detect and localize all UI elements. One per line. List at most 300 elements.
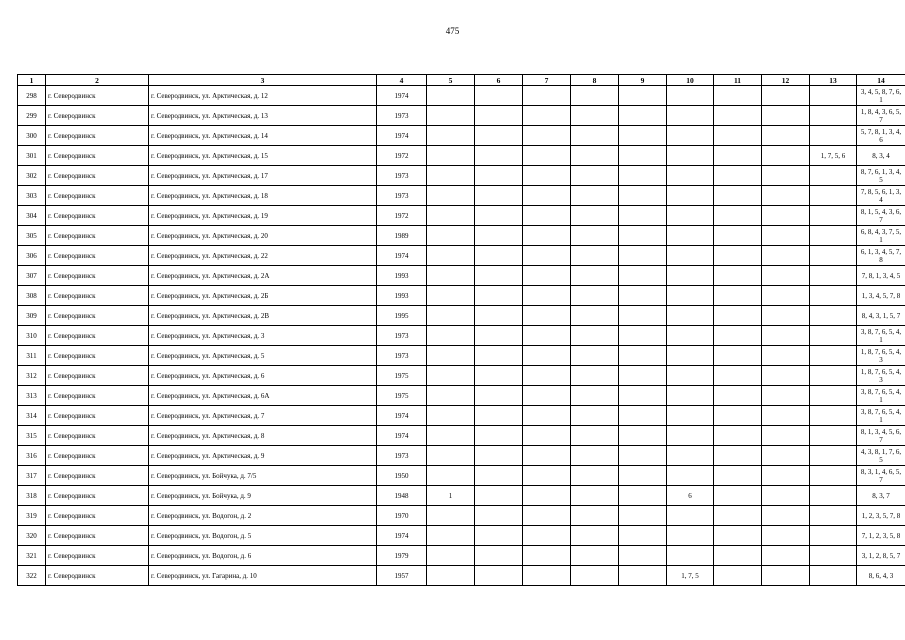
cell-col-12 <box>762 406 810 426</box>
cell-settlement: г. Северодвинск <box>46 226 149 246</box>
column-header-8: 8 <box>571 75 619 86</box>
cell-row-number: 309 <box>18 306 46 326</box>
cell-col-10 <box>667 346 714 366</box>
cell-col-10 <box>667 126 714 146</box>
cell-col-13 <box>810 286 857 306</box>
cell-settlement: г. Северодвинск <box>46 286 149 306</box>
cell-row-number: 319 <box>18 506 46 526</box>
cell-col-7 <box>523 186 571 206</box>
cell-col-9 <box>619 506 667 526</box>
cell-col-6 <box>475 106 523 126</box>
cell-col-14: 1, 8, 7, 6, 5, 4, 3 <box>857 366 905 386</box>
cell-col-6 <box>475 566 523 586</box>
cell-year-built: 1973 <box>377 326 427 346</box>
cell-col-7 <box>523 226 571 246</box>
cell-col-9 <box>619 106 667 126</box>
cell-year-built: 1973 <box>377 166 427 186</box>
cell-col-9 <box>619 546 667 566</box>
cell-col-7 <box>523 106 571 126</box>
cell-col-5 <box>427 126 475 146</box>
cell-col-13: 1, 7, 5, 6 <box>810 146 857 166</box>
cell-col-13 <box>810 126 857 146</box>
cell-col-7 <box>523 546 571 566</box>
cell-col-5 <box>427 166 475 186</box>
cell-col-14: 7, 8, 1, 3, 4, 5 <box>857 266 905 286</box>
cell-col-7 <box>523 346 571 366</box>
table-row <box>18 306 905 326</box>
cell-col-11 <box>714 326 762 346</box>
cell-col-14: 3, 4, 5, 8, 7, 6, 1 <box>857 86 905 106</box>
cell-settlement: г. Северодвинск <box>46 326 149 346</box>
cell-address: г. Северодвинск, ул. Бойчука, д. 7/5 <box>149 466 377 486</box>
cell-col-7 <box>523 466 571 486</box>
cell-col-14: 8, 7, 6, 1, 3, 4, 5 <box>857 166 905 186</box>
cell-col-14: 3, 1, 2, 8, 5, 7 <box>857 546 905 566</box>
cell-col-8 <box>571 266 619 286</box>
cell-row-number: 301 <box>18 146 46 166</box>
cell-address: г. Северодвинск, ул. Водогон, д. 6 <box>149 546 377 566</box>
cell-year-built: 1973 <box>377 346 427 366</box>
cell-col-12 <box>762 426 810 446</box>
cell-address: г. Северодвинск, ул. Арктическая, д. 14 <box>149 126 377 146</box>
cell-col-10 <box>667 86 714 106</box>
cell-col-8 <box>571 286 619 306</box>
cell-col-6 <box>475 146 523 166</box>
cell-settlement: г. Северодвинск <box>46 346 149 366</box>
cell-col-13 <box>810 466 857 486</box>
cell-col-13 <box>810 246 857 266</box>
cell-year-built: 1973 <box>377 446 427 466</box>
column-header-10: 10 <box>667 75 714 86</box>
cell-col-8 <box>571 526 619 546</box>
cell-col-13 <box>810 346 857 366</box>
cell-col-10 <box>667 426 714 446</box>
cell-year-built: 1972 <box>377 146 427 166</box>
cell-col-8 <box>571 206 619 226</box>
cell-col-11 <box>714 106 762 126</box>
cell-col-5 <box>427 266 475 286</box>
cell-col-6 <box>475 506 523 526</box>
cell-col-14: 1, 8, 4, 3, 6, 5, 7 <box>857 106 905 126</box>
cell-settlement: г. Северодвинск <box>46 426 149 446</box>
cell-col-12 <box>762 146 810 166</box>
cell-col-14: 7, 1, 2, 3, 5, 8 <box>857 526 905 546</box>
cell-row-number: 308 <box>18 286 46 306</box>
cell-col-6 <box>475 446 523 466</box>
cell-col-7 <box>523 166 571 186</box>
cell-col-11 <box>714 406 762 426</box>
cell-col-13 <box>810 206 857 226</box>
cell-settlement: г. Северодвинск <box>46 506 149 526</box>
cell-settlement: г. Северодвинск <box>46 366 149 386</box>
cell-col-12 <box>762 166 810 186</box>
cell-col-12 <box>762 566 810 586</box>
cell-col-11 <box>714 286 762 306</box>
cell-col-10 <box>667 546 714 566</box>
cell-settlement: г. Северодвинск <box>46 86 149 106</box>
cell-col-12 <box>762 226 810 246</box>
cell-col-13 <box>810 306 857 326</box>
cell-col-5 <box>427 326 475 346</box>
cell-settlement: г. Северодвинск <box>46 146 149 166</box>
cell-col-11 <box>714 446 762 466</box>
cell-col-11 <box>714 366 762 386</box>
cell-col-7 <box>523 566 571 586</box>
cell-col-8 <box>571 446 619 466</box>
cell-row-number: 300 <box>18 126 46 146</box>
cell-col-11 <box>714 246 762 266</box>
cell-col-11 <box>714 206 762 226</box>
cell-col-9 <box>619 146 667 166</box>
cell-col-13 <box>810 546 857 566</box>
cell-col-14: 4, 3, 8, 1, 7, 6, 5 <box>857 446 905 466</box>
column-header-6: 6 <box>475 75 523 86</box>
cell-col-5 <box>427 546 475 566</box>
cell-col-8 <box>571 186 619 206</box>
cell-address: г. Северодвинск, ул. Арктическая, д. 9 <box>149 446 377 466</box>
cell-settlement: г. Северодвинск <box>46 106 149 126</box>
cell-col-9 <box>619 126 667 146</box>
table-row <box>18 266 905 286</box>
cell-col-11 <box>714 386 762 406</box>
cell-col-5 <box>427 206 475 226</box>
cell-col-7 <box>523 386 571 406</box>
cell-row-number: 321 <box>18 546 46 566</box>
cell-col-9 <box>619 466 667 486</box>
cell-col-5: 1 <box>427 486 475 506</box>
cell-col-10 <box>667 286 714 306</box>
cell-col-7 <box>523 326 571 346</box>
cell-row-number: 315 <box>18 426 46 446</box>
cell-settlement: г. Северодвинск <box>46 246 149 266</box>
cell-col-9 <box>619 206 667 226</box>
cell-col-8 <box>571 546 619 566</box>
cell-col-11 <box>714 506 762 526</box>
cell-col-10 <box>667 166 714 186</box>
cell-col-8 <box>571 386 619 406</box>
cell-col-11 <box>714 426 762 446</box>
cell-address: г. Северодвинск, ул. Арктическая, д. 8 <box>149 426 377 446</box>
cell-col-13 <box>810 406 857 426</box>
cell-address: г. Северодвинск, ул. Арктическая, д. 13 <box>149 106 377 126</box>
cell-row-number: 310 <box>18 326 46 346</box>
cell-col-5 <box>427 306 475 326</box>
cell-col-11 <box>714 186 762 206</box>
cell-year-built: 1974 <box>377 406 427 426</box>
cell-col-14: 1, 3, 4, 5, 7, 8 <box>857 286 905 306</box>
table-row <box>18 486 905 506</box>
cell-address: г. Северодвинск, ул. Арктическая, д. 12 <box>149 86 377 106</box>
register-table <box>17 74 905 586</box>
cell-col-8 <box>571 226 619 246</box>
cell-col-5 <box>427 466 475 486</box>
cell-col-6 <box>475 266 523 286</box>
cell-col-11 <box>714 86 762 106</box>
cell-address: г. Северодвинск, ул. Водогон, д. 5 <box>149 526 377 546</box>
cell-col-13 <box>810 506 857 526</box>
cell-col-5 <box>427 566 475 586</box>
cell-address: г. Северодвинск, ул. Арктическая, д. 7 <box>149 406 377 426</box>
cell-col-9 <box>619 166 667 186</box>
cell-col-14: 6, 1, 3, 4, 5, 7, 8 <box>857 246 905 266</box>
cell-year-built: 1979 <box>377 546 427 566</box>
cell-col-7 <box>523 206 571 226</box>
cell-col-8 <box>571 246 619 266</box>
page-number: 475 <box>445 26 460 36</box>
column-header-1: 1 <box>18 75 46 86</box>
cell-col-10 <box>667 306 714 326</box>
cell-col-5 <box>427 446 475 466</box>
cell-col-9 <box>619 246 667 266</box>
table-row <box>18 426 905 446</box>
cell-address: г. Северодвинск, ул. Водогон, д. 2 <box>149 506 377 526</box>
cell-col-7 <box>523 406 571 426</box>
table-row <box>18 286 905 306</box>
cell-col-10: 1, 7, 5 <box>667 566 714 586</box>
cell-col-11 <box>714 566 762 586</box>
cell-col-6 <box>475 486 523 506</box>
cell-col-13 <box>810 86 857 106</box>
cell-year-built: 1993 <box>377 286 427 306</box>
table-row <box>18 346 905 366</box>
table-body <box>18 86 905 586</box>
header-row <box>18 75 905 86</box>
cell-col-12 <box>762 246 810 266</box>
cell-col-8 <box>571 326 619 346</box>
cell-row-number: 318 <box>18 486 46 506</box>
cell-row-number: 316 <box>18 446 46 466</box>
table-row <box>18 146 905 166</box>
cell-address: г. Северодвинск, ул. Арктическая, д. 18 <box>149 186 377 206</box>
table-row <box>18 506 905 526</box>
cell-col-5 <box>427 426 475 446</box>
cell-row-number: 320 <box>18 526 46 546</box>
cell-col-13 <box>810 186 857 206</box>
cell-col-12 <box>762 286 810 306</box>
cell-col-11 <box>714 166 762 186</box>
table-row <box>18 186 905 206</box>
cell-col-9 <box>619 386 667 406</box>
cell-col-8 <box>571 146 619 166</box>
cell-settlement: г. Северодвинск <box>46 306 149 326</box>
cell-col-9 <box>619 406 667 426</box>
cell-col-12 <box>762 106 810 126</box>
cell-col-13 <box>810 106 857 126</box>
cell-year-built: 1993 <box>377 266 427 286</box>
cell-year-built: 1973 <box>377 106 427 126</box>
cell-col-14: 8, 6, 4, 3 <box>857 566 905 586</box>
cell-col-10 <box>667 406 714 426</box>
table-row <box>18 106 905 126</box>
cell-col-10 <box>667 446 714 466</box>
cell-col-5 <box>427 366 475 386</box>
cell-col-6 <box>475 286 523 306</box>
cell-col-5 <box>427 506 475 526</box>
cell-col-9 <box>619 526 667 546</box>
cell-settlement: г. Северодвинск <box>46 266 149 286</box>
cell-col-7 <box>523 126 571 146</box>
cell-col-14: 1, 8, 7, 6, 5, 4, 3 <box>857 346 905 366</box>
table-row <box>18 366 905 386</box>
cell-col-7 <box>523 86 571 106</box>
cell-col-11 <box>714 146 762 166</box>
cell-col-7 <box>523 506 571 526</box>
cell-col-10: 6 <box>667 486 714 506</box>
cell-col-11 <box>714 226 762 246</box>
table-row <box>18 206 905 226</box>
cell-address: г. Северодвинск, ул. Арктическая, д. 3 <box>149 326 377 346</box>
cell-col-11 <box>714 306 762 326</box>
table-row <box>18 226 905 246</box>
cell-col-11 <box>714 266 762 286</box>
cell-col-14: 8, 3, 1, 4, 6, 5, 7 <box>857 466 905 486</box>
cell-col-10 <box>667 366 714 386</box>
cell-col-5 <box>427 106 475 126</box>
cell-address: г. Северодвинск, ул. Арктическая, д. 2Б <box>149 286 377 306</box>
cell-settlement: г. Северодвинск <box>46 166 149 186</box>
cell-col-10 <box>667 106 714 126</box>
cell-year-built: 1948 <box>377 486 427 506</box>
cell-row-number: 313 <box>18 386 46 406</box>
table-row <box>18 166 905 186</box>
cell-col-7 <box>523 306 571 326</box>
cell-row-number: 299 <box>18 106 46 126</box>
cell-col-14: 1, 2, 3, 5, 7, 8 <box>857 506 905 526</box>
cell-col-13 <box>810 366 857 386</box>
cell-settlement: г. Северодвинск <box>46 126 149 146</box>
cell-col-5 <box>427 526 475 546</box>
cell-col-8 <box>571 86 619 106</box>
cell-address: г. Северодвинск, ул. Арктическая, д. 17 <box>149 166 377 186</box>
cell-settlement: г. Северодвинск <box>46 546 149 566</box>
column-header-13: 13 <box>810 75 857 86</box>
cell-col-14: 8, 3, 4 <box>857 146 905 166</box>
cell-col-9 <box>619 306 667 326</box>
cell-col-11 <box>714 486 762 506</box>
cell-col-8 <box>571 306 619 326</box>
cell-col-13 <box>810 526 857 546</box>
column-header-12: 12 <box>762 75 810 86</box>
cell-col-10 <box>667 266 714 286</box>
table-row <box>18 526 905 546</box>
cell-row-number: 311 <box>18 346 46 366</box>
cell-settlement: г. Северодвинск <box>46 466 149 486</box>
cell-settlement: г. Северодвинск <box>46 186 149 206</box>
cell-col-8 <box>571 346 619 366</box>
cell-row-number: 312 <box>18 366 46 386</box>
cell-col-8 <box>571 126 619 146</box>
cell-year-built: 1974 <box>377 246 427 266</box>
cell-settlement: г. Северодвинск <box>46 386 149 406</box>
cell-col-5 <box>427 386 475 406</box>
cell-col-10 <box>667 526 714 546</box>
cell-col-6 <box>475 426 523 446</box>
cell-col-7 <box>523 266 571 286</box>
cell-address: г. Северодвинск, ул. Арктическая, д. 20 <box>149 226 377 246</box>
cell-col-5 <box>427 146 475 166</box>
cell-col-12 <box>762 486 810 506</box>
cell-col-10 <box>667 386 714 406</box>
cell-col-9 <box>619 346 667 366</box>
table-row <box>18 326 905 346</box>
column-header-5: 5 <box>427 75 475 86</box>
cell-year-built: 1973 <box>377 186 427 206</box>
cell-col-10 <box>667 206 714 226</box>
cell-col-10 <box>667 246 714 266</box>
cell-col-5 <box>427 246 475 266</box>
cell-year-built: 1974 <box>377 86 427 106</box>
cell-year-built: 1972 <box>377 206 427 226</box>
cell-col-12 <box>762 446 810 466</box>
cell-col-10 <box>667 226 714 246</box>
cell-address: г. Северодвинск, ул. Бойчука, д. 9 <box>149 486 377 506</box>
cell-row-number: 298 <box>18 86 46 106</box>
cell-col-11 <box>714 546 762 566</box>
table-row <box>18 86 905 106</box>
cell-col-14: 7, 8, 5, 6, 1, 3, 4 <box>857 186 905 206</box>
cell-col-5 <box>427 346 475 366</box>
cell-col-12 <box>762 466 810 486</box>
cell-col-14: 6, 8, 4, 3, 7, 5, 1 <box>857 226 905 246</box>
cell-address: г. Северодвинск, ул. Арктическая, д. 2В <box>149 306 377 326</box>
cell-col-13 <box>810 266 857 286</box>
cell-col-6 <box>475 406 523 426</box>
cell-col-8 <box>571 166 619 186</box>
cell-address: г. Северодвинск, ул. Арктическая, д. 15 <box>149 146 377 166</box>
cell-year-built: 1974 <box>377 426 427 446</box>
cell-col-7 <box>523 486 571 506</box>
cell-col-14: 8, 1, 3, 4, 5, 6, 7 <box>857 426 905 446</box>
cell-col-9 <box>619 226 667 246</box>
cell-col-13 <box>810 326 857 346</box>
cell-col-8 <box>571 426 619 446</box>
column-header-14: 14 <box>857 75 905 86</box>
cell-col-10 <box>667 506 714 526</box>
cell-col-13 <box>810 166 857 186</box>
table-row <box>18 386 905 406</box>
cell-row-number: 307 <box>18 266 46 286</box>
cell-col-11 <box>714 466 762 486</box>
cell-col-14: 8, 4, 3, 1, 5, 7 <box>857 306 905 326</box>
column-header-4: 4 <box>377 75 427 86</box>
cell-year-built: 1975 <box>377 386 427 406</box>
cell-col-8 <box>571 566 619 586</box>
cell-year-built: 1970 <box>377 506 427 526</box>
cell-col-5 <box>427 186 475 206</box>
cell-year-built: 1974 <box>377 126 427 146</box>
column-header-3: 3 <box>149 75 377 86</box>
cell-year-built: 1995 <box>377 306 427 326</box>
cell-col-6 <box>475 366 523 386</box>
cell-col-12 <box>762 346 810 366</box>
cell-col-12 <box>762 506 810 526</box>
cell-col-9 <box>619 486 667 506</box>
cell-col-6 <box>475 546 523 566</box>
cell-year-built: 1950 <box>377 466 427 486</box>
cell-col-13 <box>810 226 857 246</box>
cell-col-13 <box>810 566 857 586</box>
cell-col-13 <box>810 386 857 406</box>
cell-address: г. Северодвинск, ул. Арктическая, д. 6А <box>149 386 377 406</box>
cell-address: г. Северодвинск, ул. Арктическая, д. 6 <box>149 366 377 386</box>
cell-col-12 <box>762 126 810 146</box>
column-header-9: 9 <box>619 75 667 86</box>
cell-row-number: 306 <box>18 246 46 266</box>
cell-col-9 <box>619 286 667 306</box>
cell-col-6 <box>475 346 523 366</box>
cell-col-9 <box>619 566 667 586</box>
cell-col-9 <box>619 366 667 386</box>
